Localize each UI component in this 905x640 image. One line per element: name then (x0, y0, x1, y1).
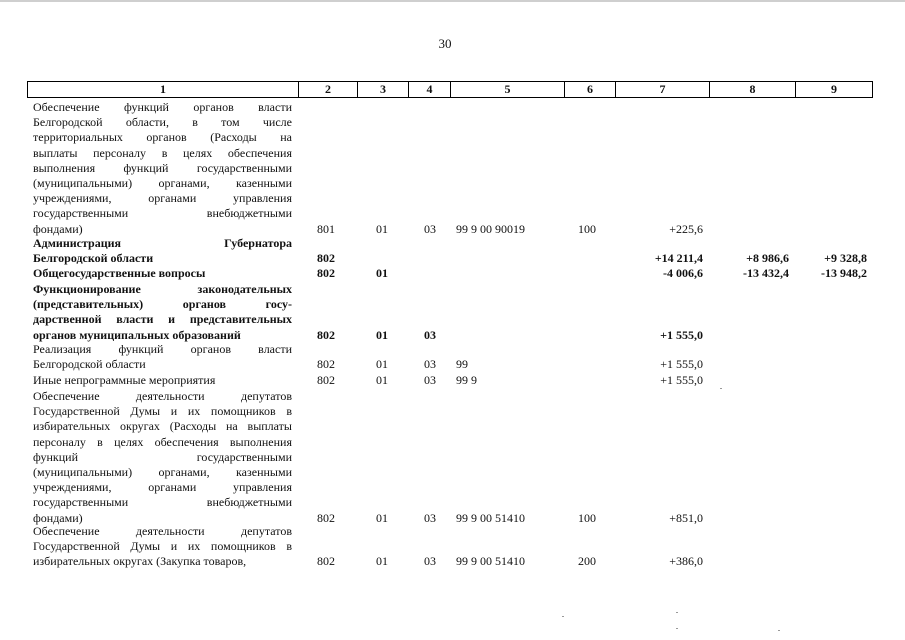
header-col-7: 7 (616, 82, 710, 97)
cell-c7: +851,0 (669, 510, 703, 525)
cell-c5: 99 9 (456, 373, 477, 387)
cell-c7: -4 006,6 (663, 266, 703, 280)
description-line: фондами) (33, 510, 83, 525)
description-line: (муниципальными) органами, казенными (33, 176, 292, 191)
description-line: выплаты персоналу в целях обеспечения (33, 145, 292, 160)
cell-c2: 802 (317, 327, 335, 342)
description-line: Обеспечение деятельности депутатов (33, 524, 292, 538)
cell-c5: 99 (456, 357, 468, 372)
cell-c2: 802 (317, 251, 335, 266)
scan-speck (676, 628, 678, 629)
cell-c3: 01 (376, 221, 388, 236)
cell-c6: 100 (578, 221, 596, 236)
cell-c4: 03 (424, 221, 436, 236)
column-rule (615, 98, 616, 640)
header-col-8: 8 (710, 82, 796, 97)
cell-c7: +386,0 (669, 554, 703, 569)
cell-c7: +225,6 (669, 221, 703, 236)
column-rule (298, 98, 299, 640)
description-line: избирательных округах (Закупка товаров, (33, 554, 247, 569)
cell-c8: -13 432,4 (743, 266, 789, 280)
description-line: Общегосударственные вопросы (33, 266, 206, 280)
row-description (33, 389, 292, 526)
cell-c6: 200 (578, 554, 596, 569)
description-line: территориальных органов (Расходы на (33, 130, 292, 145)
description-line: функций государственными (33, 449, 292, 464)
cell-c7: +1 555,0 (660, 357, 703, 372)
description-line: дарственной власти и представительных (33, 312, 292, 327)
cell-c4: 03 (424, 554, 436, 569)
column-rule (872, 98, 873, 640)
page-number: 30 (438, 36, 452, 51)
cell-c7: +14 211,4 (654, 251, 703, 266)
cell-c2: 802 (317, 266, 335, 280)
cell-c4: 03 (424, 510, 436, 525)
scan-speck (676, 612, 678, 613)
description-line: Обеспечение функций органов власти (33, 100, 292, 114)
row-description (33, 342, 292, 372)
cell-c2: 802 (317, 510, 335, 525)
cell-c4: 03 (424, 357, 436, 372)
scan-top-edge (0, 0, 905, 2)
cell-c3: 01 (376, 327, 388, 342)
description-line: (муниципальными) органами, казенными (33, 465, 292, 480)
cell-c4: 03 (424, 327, 436, 342)
column-rule (408, 98, 409, 640)
scan-speck (778, 630, 780, 631)
cell-c3: 01 (376, 510, 388, 525)
description-line: Государственной Думы и их помощников в (33, 539, 292, 554)
row-description (33, 266, 292, 281)
cell-c8: +8 986,6 (746, 251, 789, 266)
description-line: государственными внебюджетными (33, 495, 292, 510)
header-col-4: 4 (409, 82, 451, 97)
description-line: Администрация Губернатора (33, 236, 292, 250)
scan-speck (720, 388, 722, 389)
row-description (33, 524, 292, 570)
cell-c2: 801 (317, 221, 335, 236)
description-line: Белгородской области (33, 251, 154, 266)
cell-c3: 01 (376, 266, 388, 280)
cell-c2: 802 (317, 554, 335, 569)
column-rule (357, 98, 358, 640)
column-rule (450, 98, 451, 640)
cell-c9: -13 948,2 (821, 266, 867, 280)
description-line: Белгородской области (33, 357, 146, 372)
cell-c3: 01 (376, 554, 388, 569)
header-col-9: 9 (831, 82, 837, 96)
cell-c6: 100 (578, 510, 596, 525)
description-line: Белгородской области, в том числе (33, 115, 292, 130)
cell-c5: 99 9 00 51410 (456, 554, 525, 569)
row-description (33, 373, 292, 388)
description-line: выполнения функций государственными (33, 160, 292, 175)
column-rule (27, 98, 28, 640)
description-line: Обеспечение деятельности депутатов (33, 389, 292, 403)
cell-c3: 01 (376, 357, 388, 372)
cell-c5: 99 9 00 51410 (456, 510, 525, 525)
header-col-6: 6 (565, 82, 616, 97)
description-line: учреждениями, органами управления (33, 480, 292, 495)
cell-c9: +9 328,8 (824, 251, 867, 266)
column-rule (709, 98, 710, 640)
description-line: органов муниципальных образований (33, 327, 241, 342)
cell-c3: 01 (376, 373, 388, 387)
description-line: (представительных) органов госу- (33, 297, 292, 312)
header-col-2: 2 (299, 82, 358, 97)
cell-c4: 03 (424, 373, 436, 387)
column-rule (564, 98, 565, 640)
description-line: государственными внебюджетными (33, 206, 292, 221)
row-description (33, 282, 292, 343)
header-col-3: 3 (358, 82, 409, 97)
description-line: избирательных округах (Расходы на выплаты (33, 419, 292, 434)
table-header-row (27, 81, 873, 98)
description-line: персоналу в целях обеспечения выполнения (33, 434, 292, 449)
description-line: Функционирование законодательных (33, 282, 292, 296)
description-line: фондами) (33, 221, 83, 236)
cell-c5: 99 9 00 90019 (456, 221, 525, 236)
header-col-1: 1 (28, 82, 299, 97)
cell-c7: +1 555,0 (660, 327, 703, 342)
cell-c2: 802 (317, 357, 335, 372)
description-line: Реализация функций органов власти (33, 342, 292, 356)
header-col-5: 5 (451, 82, 565, 97)
description-line: учреждениями, органами управления (33, 191, 292, 206)
cell-c2: 802 (317, 373, 335, 387)
scan-speck (562, 616, 564, 617)
row-description (33, 236, 292, 266)
row-description (33, 100, 292, 237)
column-rule (795, 98, 796, 640)
cell-c7: +1 555,0 (660, 373, 703, 387)
description-line: Иные непрограммные мероприятия (33, 373, 216, 387)
description-line: Государственной Думы и их помощников в (33, 404, 292, 419)
